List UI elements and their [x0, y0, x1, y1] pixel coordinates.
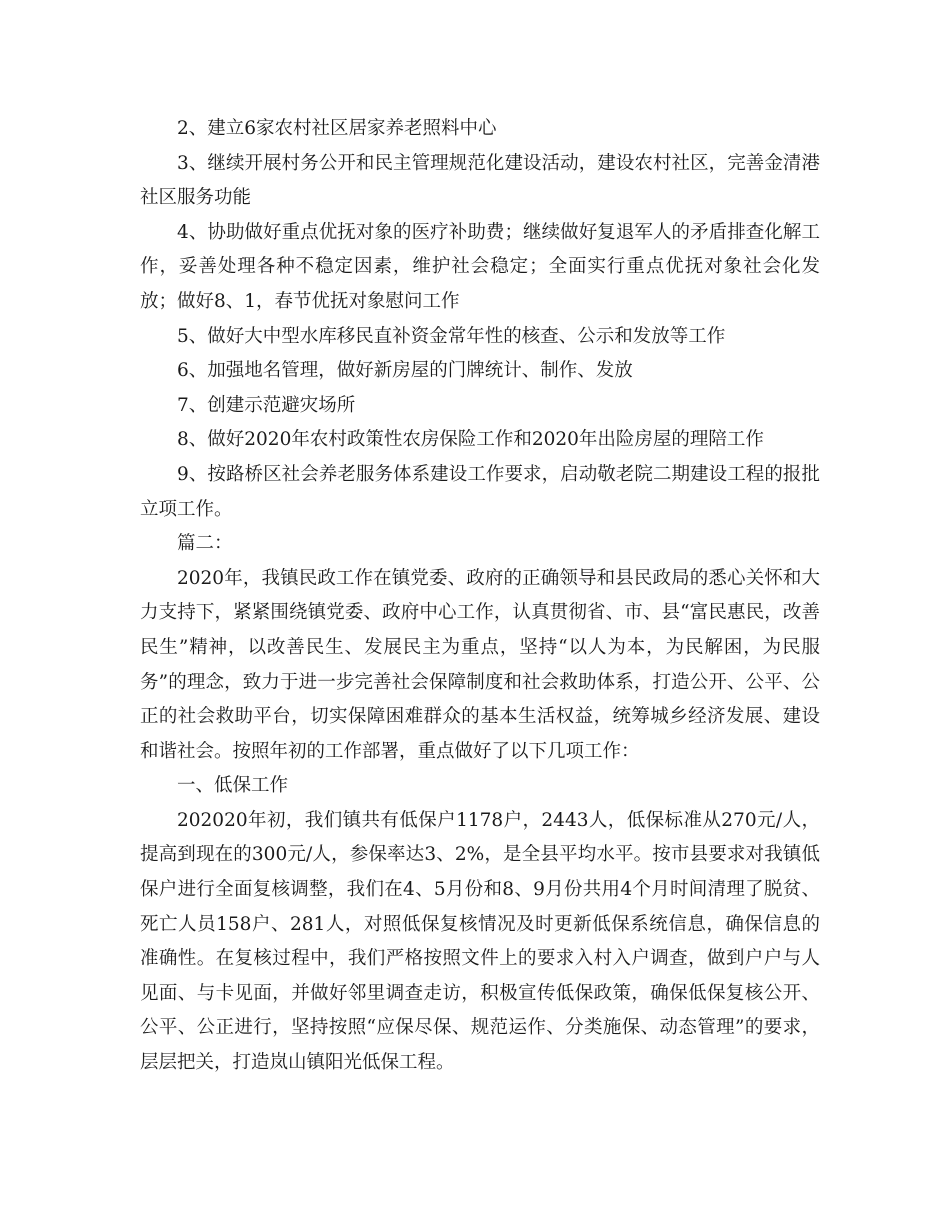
- paragraph-item-3: 3、继续开展村务公开和民主管理规范化建设活动，建设农村社区，完善金清港社区服务功能: [140, 152, 820, 209]
- document-body: [140, 112, 820, 1081]
- subsistence-paragraph: 202020年初，我们镇共有低保户1178户，2443人，低保标准从270元/人，提高到现在的300元/人，参保率达3、2%，是全县平均水平。按市县要求对我镇低保户进行全面复核调整，我们在4、5月份和8、9月份共用4个月时间清理了脱贫、死亡人员158户、281人，对照低保复核情况及时更新低保系统信息，确保信息的准确性。在复核过程中，我们严格按照文件上的要求入村入户调查，做到户户与人见面、与卡见面，并做好邻里调查走访，积极宣传低保政策，确保低保复核公开、公平、公正进行，坚持按照“应保尽保、规范运作、分类施保、动态管理”的要求，层层把关，打造岚山镇阳光低保工程。: [140, 809, 820, 1074]
- paragraph-item-4: 4、协助做好重点优抚对象的医疗补助费；继续做好复退军人的矛盾排查化解工作，妥善处理各种不稳定因素，维护社会稳定；全面实行重点优抚对象社会化发放；做好8、1，春节优抚对象慰问工作: [140, 221, 820, 312]
- section-heading-subsistence: 一、低保工作: [177, 775, 289, 797]
- paragraph-item-2: 2、建立6家农村社区居家养老照料中心: [177, 118, 497, 139]
- paragraph-item-5: 5、做好大中型水库移民直补资金常年性的核查、公示和发放等工作: [177, 325, 726, 347]
- intro-paragraph: 2020年，我镇民政工作在镇党委、政府的正确领导和县民政局的悉心关怀和大力支持下，紧紧围绕镇党委、政府中心工作，认真贯彻省、市、县“富民惠民，改善民生”精神，以改善民生、发展民主为重点，坚持“以人为本，为民解困，为民服务”的理念，致力于进一步完善社会保障制度和社会救助体系，打造公开、公平、公正的社会救助平台，切实保障困难群众的基本生活权益，统筹城乡经济发展、建设和谐社会。按照年初的工作部署，重点做好了以下几项工作：: [140, 567, 820, 762]
- paragraph-item-8: 8、做好2020年农村政策性农房保险工作和2020年出险房屋的理陪工作: [177, 429, 764, 451]
- paragraph-item-6: 6、加强地名管理，做好新房屋的门牌统计、制作、发放: [177, 360, 633, 382]
- paragraph-item-9: 9、按路桥区社会养老服务体系建设工作要求，启动敬老院二期建设工程的报批立项工作。: [140, 463, 820, 520]
- section-heading-part-two: 篇二：: [177, 533, 233, 555]
- paragraph-item-7: 7、创建示范避灾场所: [177, 394, 356, 416]
